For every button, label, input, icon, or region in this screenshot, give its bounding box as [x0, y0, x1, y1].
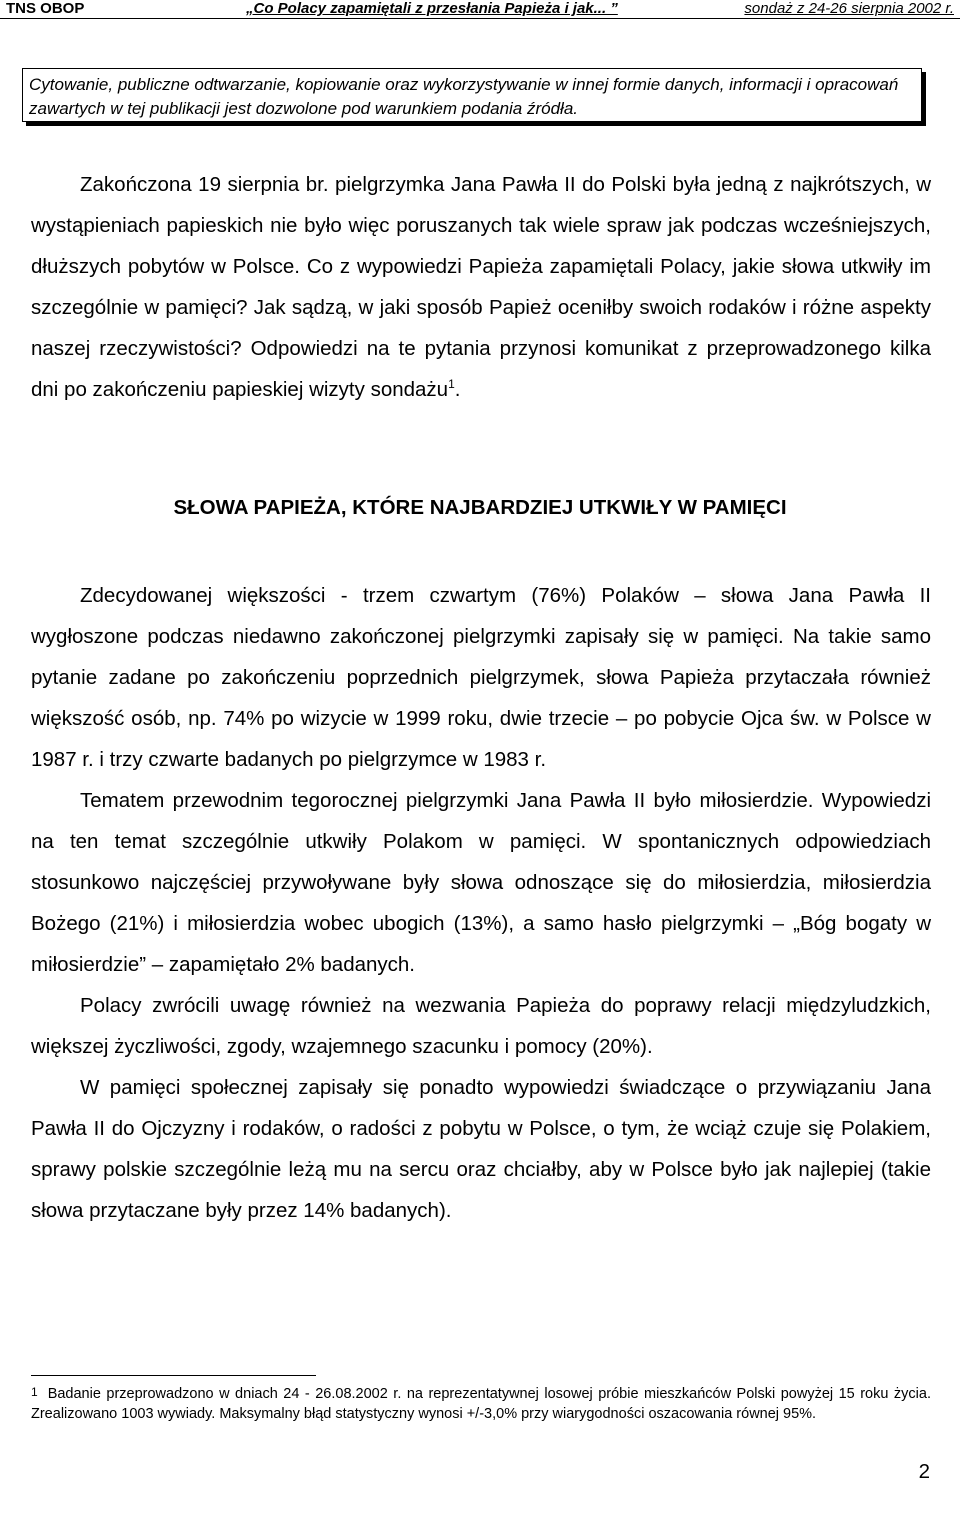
intro-end: .: [454, 378, 461, 401]
page-header: [0, 0, 960, 18]
paragraph: Zdecydowanej większości - trzem czwartym (76%) Polaków – słowa Jana Pawła II wygłoszone podczas niedawno zakończonej pielgrzymki zapisały się w pamięci. Na takie samo pytanie zadane po zakończeniu poprzednich pielgrzymek, słowa Papieża przytaczała również większość osób, np. 74% po wizycie w 1999 roku, dwie trzecie – po pobycie Ojca św. w Polsce w 1987 r. i trzy czwarte badanych po pielgrzymce w 1983 r.: [31, 584, 931, 771]
footnote: [31, 1384, 931, 1424]
footnote-divider: [31, 1375, 316, 1376]
header-survey-date: sondaż z 24-26 sierpnia 2002 r.: [744, 0, 954, 17]
footnote-number: 1: [31, 1385, 38, 1399]
header-divider: [0, 18, 960, 19]
body-text: [31, 575, 931, 1231]
page-number: 2: [918, 1460, 930, 1483]
paragraph: Tematem przewodnim tegorocznej pielgrzymki Jana Pawła II było miłosierdzie. Wypowiedzi na ten temat szczególnie utkwiły Polakom w pamięci. W spontanicznych odpowiedziach stosunkowo najczęściej przywoływane były słowa odnoszące się do miłosierdzia, miłosierdzia Bożego (21%) i miłosierdzia wobec ubogich (13%), a samo hasło pielgrzymki – „Bóg bogaty w miłosierdzie” – zapamiętało 2% badanych.: [31, 789, 931, 976]
copyright-notice: Cytowanie, publiczne odtwarzanie, kopiowanie oraz wykorzystywanie w innej formie danych, informacji i opracowań zawartych w tej publikacji jest dozwolone pod warunkiem podania źródła.: [22, 68, 922, 122]
paragraph: Polacy zwrócili uwagę również na wezwania Papieża do poprawy relacji międzyludzkich, większej życzliwości, zgody, wzajemnego szacunku i pomocy (20%).: [31, 994, 931, 1058]
footnote-ref[interactable]: 1: [448, 377, 455, 392]
intro-text: Zakończona 19 sierpnia br. pielgrzymka Jana Pawła II do Polski była jedną z najkrótszych, w wystąpieniach papieskich nie było więc poruszanych tak wiele spraw jak podczas wcześniejszych, dłuższych pobytów w Polsce. Co z wypowiedzi Papieża zapamiętali Polacy, jakie słowa utkwiły im szczególnie w pamięci? Jak sądzą, w jaki sposób Papież oceniłby swoich rodaków i różne aspekty naszej rzeczywistości? Odpowiedzi na te pytania przynosi komunikat z przeprowadzonego kilka dni po zakończeniu papieskiej wizyty sondażu: [31, 173, 931, 401]
section-heading: SŁOWA PAPIEŻA, KTÓRE NAJBARDZIEJ UTKWIŁY W PAMIĘCI: [173, 496, 787, 519]
header-title: „Co Polacy zapamiętali z przesłania Papieża i jak... ”: [246, 0, 618, 17]
footnote-text: Badanie przeprowadzono w dniach 24 - 26.08.2002 r. na reprezentatywnej losowej próbie mieszkańców Polski powyżej 15 roku życia. Zrealizowano 1003 wywiady. Maksymalny błąd statystyczny wynosi +/-3,0% przy wiarygodności oszacowania równej 95%.: [31, 1386, 931, 1422]
paragraph: W pamięci społecznej zapisały się ponadto wypowiedzi świadczące o przywiązaniu Jana Pawła II do Ojczyzny i rodaków, o radości z pobytu w Polsce, o tym, że wciąż czuje się Polakiem, sprawy polskie szczególnie leżą mu na sercu oraz chciałby, aby w Polsce było jak najlepiej (takie słowa przytaczane były przez 14% badanych).: [31, 1076, 931, 1222]
intro-paragraph: [31, 164, 931, 410]
header-org: TNS OBOP: [6, 0, 85, 17]
